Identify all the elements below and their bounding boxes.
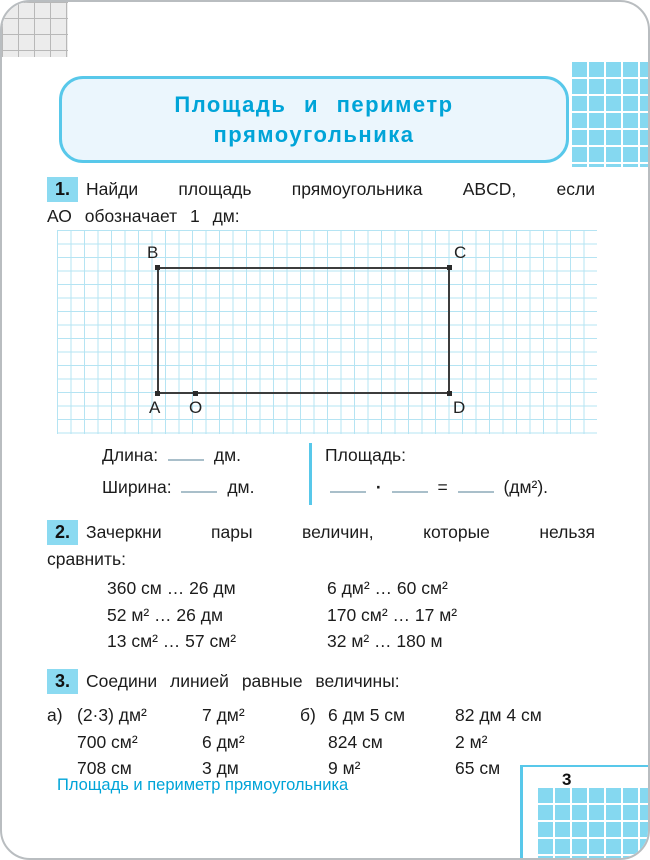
task3-value: 65 см [455, 758, 501, 778]
task3-value: 2 м² [455, 731, 488, 752]
task3-match-table [47, 702, 575, 782]
task3-number-badge: 3. [47, 669, 78, 694]
area-result-blank[interactable] [458, 478, 494, 493]
page-title-box [59, 76, 569, 163]
task3-value: 700 см² [77, 731, 138, 752]
task3-text-line [47, 668, 595, 695]
area-formula-row [325, 477, 548, 498]
area-unit: (дм²). [503, 477, 549, 497]
task3-value: 6 дм² [202, 731, 245, 752]
length-row [102, 445, 241, 466]
task3-value: 6 дм 5 см [328, 705, 406, 725]
task1 [47, 176, 595, 230]
length-blank[interactable] [168, 446, 204, 461]
task2-pair: 170 см² … 17 м² [327, 604, 458, 625]
task3-label-a: а) [47, 705, 63, 725]
label-a: A [149, 398, 161, 417]
area-factor2-blank[interactable] [392, 478, 428, 493]
task2-pair: 6 дм² … 60 см² [327, 578, 448, 598]
page-number: 3 [562, 770, 572, 789]
task1-text-line2: АО обозначает 1 дм: [47, 206, 240, 226]
task2 [47, 519, 595, 573]
task2-number-badge: 2. [47, 520, 78, 545]
label-c: C [454, 243, 467, 262]
task1-answers [2, 443, 650, 507]
task3-spacer [300, 729, 328, 756]
corner-pattern-gray [2, 2, 68, 57]
rectangle-abcd [157, 267, 450, 394]
width-label: Ширина: [102, 477, 172, 497]
vertical-divider [309, 443, 312, 505]
task3 [47, 668, 595, 695]
task1-text-line1 [47, 176, 595, 203]
point-c-dot [447, 265, 452, 270]
point-d-dot [447, 391, 452, 396]
length-unit: дм. [213, 445, 241, 465]
label-d: D [453, 398, 466, 417]
point-o-dot [193, 391, 198, 396]
corner-pattern-cyan-top-right [570, 60, 648, 167]
area-label: Площадь: [325, 445, 407, 465]
task2-text-line2: сравнить: [47, 549, 126, 569]
task1-text: Найди площадь прямоугольника ABCD, если [86, 179, 595, 199]
corner-pattern-cyan-bottom-right [536, 786, 648, 858]
graph-paper-diagram [57, 230, 597, 434]
task3-value: 824 см [328, 731, 383, 752]
task3-value: 3 дм [202, 758, 239, 778]
area-factor1-blank[interactable] [330, 478, 366, 493]
task2-pair: 52 м² … 26 дм [107, 604, 223, 625]
task2-text: Зачеркни пары величин, которые нельзя [86, 522, 595, 542]
task3-text: Соедини линией равные величины: [86, 671, 400, 691]
task2-text-line1 [47, 519, 595, 546]
footer-title: Площадь и периметр прямоугольника [57, 776, 349, 794]
task3-label-b: б) [300, 705, 316, 725]
task3-value: 9 м² [328, 758, 361, 778]
task2-pair: 13 см² … 57 см² [107, 631, 237, 651]
page-title-line2: прямоугольника [213, 121, 415, 147]
page-number-box [520, 765, 650, 795]
equals-sign: = [437, 477, 448, 497]
point-a-dot [155, 391, 160, 396]
task2-pair: 360 см … 26 дм [107, 578, 236, 598]
task3-value: 7 дм² [202, 705, 245, 725]
width-blank[interactable] [181, 478, 217, 493]
point-b-dot [155, 265, 160, 270]
task3-value: 708 см [77, 758, 132, 778]
width-unit: дм. [227, 477, 255, 497]
label-b: B [147, 243, 159, 262]
task3-value: 82 дм 4 см [455, 705, 542, 725]
multiply-dot: · [375, 477, 382, 497]
page-title-line1: Площадь и периметр [174, 91, 454, 117]
length-label: Длина: [102, 445, 159, 465]
label-o: O [189, 398, 203, 417]
task2-pair: 32 м² … 180 м [327, 631, 443, 651]
task1-number-badge: 1. [47, 177, 78, 202]
task3-spacer [47, 729, 77, 756]
task2-right-column [327, 575, 457, 655]
task3-value: (2·3) дм² [77, 705, 147, 725]
task2-left-column [107, 575, 236, 655]
area-label-row [325, 445, 406, 466]
width-row [102, 477, 254, 498]
